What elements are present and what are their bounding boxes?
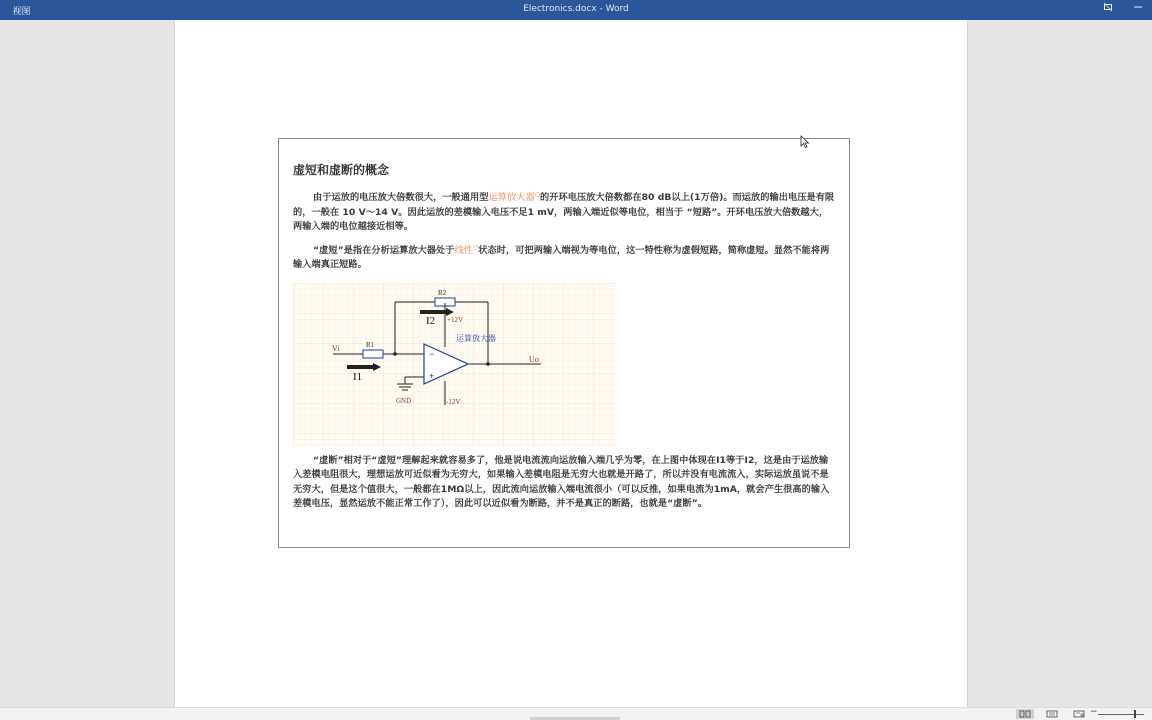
zoom-out-icon[interactable]: − (1090, 707, 1098, 717)
paragraph-text: 由于运放的电压放大倍数很大，一般通用型 (313, 192, 489, 204)
label-vpos: +12V (447, 315, 464, 324)
op-amp-plus: + (429, 370, 435, 381)
op-amp-minus: − (429, 348, 435, 359)
paragraph-virtual-short-definition (293, 241, 835, 273)
zoom-thumb[interactable] (1134, 710, 1136, 718)
article-heading: 虚短和虚断的概念 (293, 163, 390, 177)
paragraph-text: “虚短”是指在分析运算放大器处于 (313, 244, 455, 256)
restore-window-icon[interactable] (1102, 2, 1114, 16)
title-bar (0, 0, 1152, 20)
minimize-icon[interactable] (1132, 2, 1144, 16)
op-amp-circuit-figure[interactable] (293, 283, 616, 446)
link-linear[interactable]: 线性 (454, 244, 473, 256)
label-i1: I1 (353, 370, 363, 383)
window-title: Electronics.docx - Word (523, 4, 629, 14)
web-layout-view-icon[interactable] (1070, 709, 1088, 719)
window-controls (1102, 2, 1144, 16)
paragraph-virtual-short (293, 188, 835, 235)
zoom-track (1098, 714, 1144, 715)
paragraph-text: 的开环电压放大倍数都在80 dB以上(1万倍)。而运放的输出电压是有限的，一般在 10 V～14 V。因此运放的差模输入电压不足1 mV，两输入端近似等电位，相当于 “短路”。开环电压放大倍数越大，两输入端的电位越接近相等。 (293, 192, 835, 233)
resistor-r1 (363, 350, 383, 358)
label-op-amp: 运算放大器 (456, 333, 496, 343)
paragraph-virtual-open: “虚断”相对于“虚短”理解起来就容易多了，他是说电流流向运放输入端几乎为零，在上图中体现在I1等于I2，这是由于运放输入差模电阻很大，理想运放可近似看为无穷大，如果输入差模电阻是无穷大也就是开路了，所以并没有电流流入，实际运放虽说不是无穷大，但是这个值很大，一般都在1MΩ以上，因此流向运放输入端电流很小（可以反推，如果电流为1mA，就会产生很高的输入差模电压，显然运放不能正常工作了），因此可以近似看为断路，并不是真正的断路，也就是“虚断”。 (293, 454, 830, 510)
paragraph-text: 状态时，可把两输入端视为等电位，这一特性称为虚假短路，简称虚短。显然不能将两输入端真正短路。 (293, 244, 830, 271)
label-uo: Uo (529, 354, 539, 364)
label-r1: R1 (366, 340, 375, 349)
mouse-cursor-icon (800, 135, 810, 149)
link-op-amp[interactable]: 运算放大器 (488, 192, 535, 204)
label-i2: I2 (426, 314, 436, 327)
junction-node (486, 362, 490, 366)
junction-node (393, 352, 397, 356)
label-vneg: -12V (446, 397, 461, 406)
search-icon[interactable]: ○ (534, 191, 540, 198)
ribbon-tab-view[interactable]: 视图 (12, 7, 31, 17)
zoom-slider[interactable] (1090, 709, 1146, 719)
label-vi: Vi (332, 343, 340, 353)
search-icon[interactable]: ○ (473, 243, 479, 251)
circuit-diagram (293, 283, 616, 446)
read-mode-view-icon[interactable] (1016, 709, 1034, 719)
article-content[interactable] (293, 161, 835, 512)
label-r2: R2 (438, 288, 447, 297)
document-page[interactable] (174, 20, 968, 708)
article-frame (278, 138, 850, 548)
print-layout-view-icon[interactable] (1043, 709, 1061, 719)
label-gnd: GND (396, 396, 412, 405)
status-bar (0, 707, 1152, 720)
